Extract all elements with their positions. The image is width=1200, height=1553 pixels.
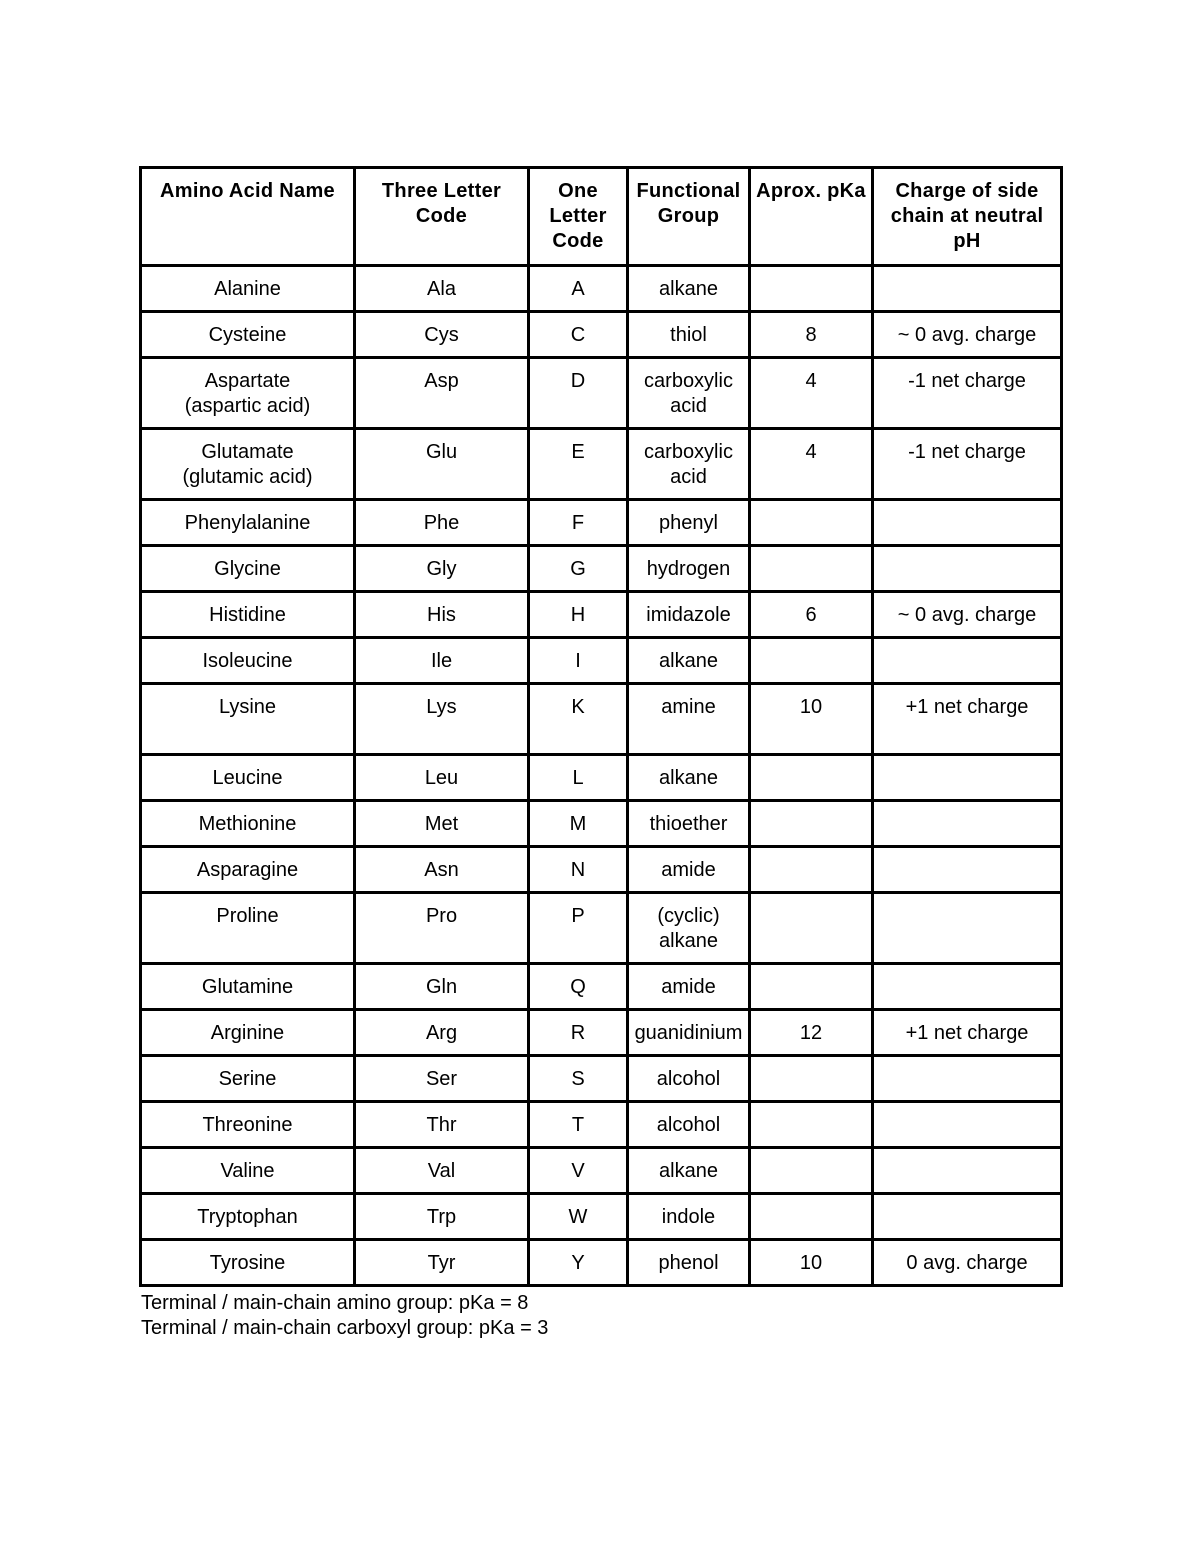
three-letter-code-cell — [355, 893, 529, 964]
functional-group-cell — [628, 312, 750, 358]
pka-cell — [750, 964, 873, 1010]
amino-acid-name-cell — [141, 592, 355, 638]
charge-text: +1 net charge — [905, 1022, 1029, 1044]
one-letter-code-cell — [529, 312, 628, 358]
charge-cell — [873, 312, 1062, 358]
three-letter-code-text: Val — [427, 1160, 456, 1182]
pka-cell — [750, 1010, 873, 1056]
pka-cell — [750, 546, 873, 592]
amino-acid-name-text: Leucine — [212, 767, 283, 789]
pka-cell — [750, 1148, 873, 1194]
one-letter-code-text: C — [570, 324, 586, 346]
charge-cell — [873, 1056, 1062, 1102]
amino-acid-name-cell — [141, 1148, 355, 1194]
charge-text: ~ 0 avg. charge — [897, 324, 1037, 346]
amino-acid-name-cell — [141, 429, 355, 500]
one-letter-code-text: M — [569, 813, 587, 835]
amino-acid-name-cell — [141, 964, 355, 1010]
functional-group-text: carboxylic acid — [644, 441, 733, 488]
charge-cell — [873, 546, 1062, 592]
amino-acid-name-text: Phenylalanine — [184, 512, 311, 534]
one-letter-code-text: G — [570, 558, 586, 580]
table-body — [141, 266, 1062, 1286]
three-letter-code-cell — [355, 1194, 529, 1240]
header-functional-group: Functional Group — [628, 168, 750, 266]
three-letter-code-text: Met — [424, 813, 459, 835]
amino-acid-name-cell — [141, 1010, 355, 1056]
one-letter-code-cell — [529, 429, 628, 500]
pka-cell — [750, 1102, 873, 1148]
table-row — [141, 358, 1062, 429]
three-letter-code-cell — [355, 429, 529, 500]
functional-group-text: alcohol — [656, 1068, 721, 1090]
one-letter-code-text: D — [570, 370, 586, 392]
amino-acid-name-cell — [141, 1240, 355, 1286]
charge-text: -1 net charge — [908, 441, 1026, 463]
charge-cell — [873, 1102, 1062, 1148]
pka-text: 10 — [799, 1252, 823, 1274]
charge-cell — [873, 1010, 1062, 1056]
table-row — [141, 684, 1062, 755]
three-letter-code-cell — [355, 1148, 529, 1194]
three-letter-code-text: Thr — [426, 1114, 457, 1136]
three-letter-code-text: Trp — [426, 1206, 457, 1228]
footnote-carboxyl-group: Terminal / main-chain carboxyl group: pKa = 3 — [141, 1317, 549, 1339]
functional-group-text: alkane — [659, 278, 718, 300]
charge-cell — [873, 847, 1062, 893]
amino-acid-name-text: Valine — [220, 1160, 275, 1182]
three-letter-code-text: Lys — [426, 696, 457, 718]
amino-acid-name-text: Tyrosine — [209, 1252, 286, 1274]
amino-acid-name-text: Cysteine — [208, 324, 287, 346]
functional-group-cell — [628, 964, 750, 1010]
functional-group-text: thioether — [649, 813, 728, 835]
functional-group-text: phenyl — [659, 512, 718, 534]
amino-acid-name-text: Asparagine — [196, 859, 299, 881]
table-row — [141, 1194, 1062, 1240]
one-letter-code-cell — [529, 638, 628, 684]
table-row — [141, 546, 1062, 592]
one-letter-code-cell — [529, 1010, 628, 1056]
functional-group-cell — [628, 755, 750, 801]
one-letter-code-text: K — [571, 696, 585, 718]
one-letter-code-cell — [529, 847, 628, 893]
three-letter-code-text: Tyr — [427, 1252, 456, 1274]
amino-acid-name-cell — [141, 1102, 355, 1148]
table-row — [141, 312, 1062, 358]
amino-acid-name-text: Glycine — [214, 558, 281, 580]
charge-cell — [873, 755, 1062, 801]
pka-cell — [750, 755, 873, 801]
charge-cell — [873, 1148, 1062, 1194]
three-letter-code-cell — [355, 684, 529, 755]
charge-cell — [873, 801, 1062, 847]
pka-cell — [750, 847, 873, 893]
functional-group-cell — [628, 1056, 750, 1102]
one-letter-code-text: E — [571, 441, 585, 463]
functional-group-cell — [628, 592, 750, 638]
amino-acid-name-cell — [141, 1194, 355, 1240]
one-letter-code-text: N — [570, 859, 586, 881]
footnote-amino-group: Terminal / main-chain amino group: pKa = 8 — [141, 1292, 529, 1314]
three-letter-code-cell — [355, 1010, 529, 1056]
functional-group-text: amide — [661, 859, 716, 881]
three-letter-code-cell — [355, 266, 529, 312]
one-letter-code-text: V — [571, 1160, 585, 1182]
amino-acid-name-text: Arginine — [210, 1022, 285, 1044]
amino-acid-name-text: Glutamine — [201, 976, 294, 998]
one-letter-code-text: H — [570, 604, 586, 626]
functional-group-text: alkane — [659, 1160, 718, 1182]
pka-cell — [750, 684, 873, 755]
one-letter-code-cell — [529, 1194, 628, 1240]
pka-cell — [750, 429, 873, 500]
charge-cell — [873, 429, 1062, 500]
table-row — [141, 801, 1062, 847]
functional-group-text: alcohol — [656, 1114, 721, 1136]
three-letter-code-text: Ser — [425, 1068, 458, 1090]
functional-group-cell — [628, 893, 750, 964]
table-row — [141, 592, 1062, 638]
table-row — [141, 847, 1062, 893]
one-letter-code-text: S — [571, 1068, 585, 1090]
pka-cell — [750, 638, 873, 684]
functional-group-cell — [628, 1148, 750, 1194]
pka-text: 12 — [799, 1022, 823, 1044]
pka-cell — [750, 500, 873, 546]
one-letter-code-text: F — [571, 512, 585, 534]
pka-cell — [750, 893, 873, 964]
table-row — [141, 638, 1062, 684]
three-letter-code-cell — [355, 638, 529, 684]
three-letter-code-cell — [355, 312, 529, 358]
three-letter-code-text: Ile — [430, 650, 453, 672]
three-letter-code-text: Leu — [424, 767, 459, 789]
three-letter-code-cell — [355, 1240, 529, 1286]
one-letter-code-cell — [529, 500, 628, 546]
one-letter-code-cell — [529, 1102, 628, 1148]
one-letter-code-cell — [529, 1056, 628, 1102]
three-letter-code-cell — [355, 847, 529, 893]
table-row — [141, 1240, 1062, 1286]
functional-group-cell — [628, 266, 750, 312]
table-row — [141, 1010, 1062, 1056]
table-row — [141, 893, 1062, 964]
amino-acid-name-cell — [141, 755, 355, 801]
one-letter-code-cell — [529, 684, 628, 755]
three-letter-code-text: Gln — [425, 976, 458, 998]
functional-group-text: amide — [661, 976, 716, 998]
functional-group-text: (cyclic) alkane — [657, 905, 720, 952]
amino-acid-name-text: Methionine — [198, 813, 297, 835]
one-letter-code-cell — [529, 266, 628, 312]
functional-group-cell — [628, 1194, 750, 1240]
amino-acid-name-text: Glutamate (glutamic acid) — [182, 441, 313, 488]
amino-acid-name-cell — [141, 546, 355, 592]
pka-cell — [750, 801, 873, 847]
functional-group-cell — [628, 1010, 750, 1056]
header-one-letter-code: One Letter Code — [529, 168, 628, 266]
charge-text: ~ 0 avg. charge — [897, 604, 1037, 626]
charge-cell — [873, 684, 1062, 755]
charge-cell — [873, 638, 1062, 684]
amino-acid-name-text: Proline — [216, 905, 279, 927]
functional-group-cell — [628, 638, 750, 684]
three-letter-code-text: Cys — [424, 324, 459, 346]
three-letter-code-text: Gly — [426, 558, 457, 580]
functional-group-text: hydrogen — [646, 558, 731, 580]
functional-group-cell — [628, 684, 750, 755]
one-letter-code-text: A — [571, 278, 585, 300]
header-pka: Aprox. pKa — [750, 168, 873, 266]
one-letter-code-cell — [529, 592, 628, 638]
amino-acid-name-text: Aspartate (aspartic acid) — [184, 370, 311, 417]
one-letter-code-text: Y — [571, 1252, 585, 1274]
pka-cell — [750, 1240, 873, 1286]
amino-acid-name-text: Histidine — [209, 604, 286, 626]
three-letter-code-cell — [355, 592, 529, 638]
three-letter-code-cell — [355, 1102, 529, 1148]
pka-text: 4 — [805, 370, 817, 392]
three-letter-code-cell — [355, 500, 529, 546]
functional-group-cell — [628, 358, 750, 429]
one-letter-code-cell — [529, 801, 628, 847]
charge-cell — [873, 893, 1062, 964]
three-letter-code-text: Pro — [425, 905, 458, 927]
functional-group-cell — [628, 847, 750, 893]
amino-acid-name-cell — [141, 801, 355, 847]
one-letter-code-cell — [529, 1240, 628, 1286]
one-letter-code-text: I — [575, 650, 581, 672]
amino-acid-name-text: Isoleucine — [202, 650, 293, 672]
one-letter-code-text: L — [572, 767, 584, 789]
amino-acid-name-cell — [141, 893, 355, 964]
table-row — [141, 1102, 1062, 1148]
amino-acid-name-cell — [141, 1056, 355, 1102]
pka-cell — [750, 1194, 873, 1240]
charge-text: -1 net charge — [908, 370, 1026, 392]
pka-text: 10 — [799, 696, 823, 718]
functional-group-text: alkane — [659, 650, 718, 672]
functional-group-text: guanidinium — [634, 1022, 743, 1044]
functional-group-text: carboxylic acid — [644, 370, 733, 417]
pka-cell — [750, 1056, 873, 1102]
table-row — [141, 1056, 1062, 1102]
three-letter-code-cell — [355, 1056, 529, 1102]
charge-text: +1 net charge — [905, 696, 1029, 718]
charge-cell — [873, 358, 1062, 429]
amino-acid-name-text: Serine — [218, 1068, 277, 1090]
functional-group-text: indole — [661, 1206, 716, 1228]
charge-cell — [873, 500, 1062, 546]
header-row — [141, 168, 1062, 266]
three-letter-code-text: Phe — [423, 512, 460, 534]
header-amino-acid-name: Amino Acid Name — [141, 168, 355, 266]
charge-cell — [873, 1194, 1062, 1240]
one-letter-code-cell — [529, 546, 628, 592]
table-row — [141, 1148, 1062, 1194]
three-letter-code-text: His — [427, 604, 456, 626]
one-letter-code-cell — [529, 893, 628, 964]
three-letter-code-cell — [355, 546, 529, 592]
charge-cell — [873, 964, 1062, 1010]
amino-acid-name-cell — [141, 358, 355, 429]
one-letter-code-cell — [529, 1148, 628, 1194]
functional-group-text: alkane — [659, 767, 718, 789]
amino-acid-name-cell — [141, 500, 355, 546]
functional-group-text: imidazole — [646, 604, 731, 626]
one-letter-code-text: Q — [570, 976, 586, 998]
functional-group-cell — [628, 1102, 750, 1148]
one-letter-code-text: W — [568, 1206, 588, 1228]
table-row — [141, 429, 1062, 500]
functional-group-cell — [628, 429, 750, 500]
table-row — [141, 266, 1062, 312]
pka-text: 8 — [805, 324, 817, 346]
functional-group-cell — [628, 500, 750, 546]
amino-acid-name-cell — [141, 638, 355, 684]
amino-acid-name-text: Threonine — [202, 1114, 293, 1136]
header-charge: Charge of side chain at neutral pH — [873, 168, 1062, 266]
one-letter-code-cell — [529, 964, 628, 1010]
three-letter-code-cell — [355, 358, 529, 429]
three-letter-code-text: Glu — [425, 441, 458, 463]
charge-text: 0 avg. charge — [906, 1252, 1028, 1274]
amino-acid-name-cell — [141, 312, 355, 358]
pka-cell — [750, 266, 873, 312]
amino-acid-table — [139, 166, 1063, 1287]
pka-text: 6 — [805, 604, 817, 626]
one-letter-code-cell — [529, 755, 628, 801]
functional-group-cell — [628, 1240, 750, 1286]
charge-cell — [873, 266, 1062, 312]
three-letter-code-cell — [355, 964, 529, 1010]
amino-acid-name-cell — [141, 684, 355, 755]
amino-acid-name-text: Lysine — [218, 696, 277, 718]
pka-text: 4 — [805, 441, 817, 463]
functional-group-text: amine — [661, 696, 716, 718]
one-letter-code-text: T — [571, 1114, 585, 1136]
one-letter-code-text: P — [571, 905, 585, 927]
amino-acid-name-text: Tryptophan — [197, 1206, 298, 1228]
charge-cell — [873, 592, 1062, 638]
table-row — [141, 755, 1062, 801]
three-letter-code-cell — [355, 801, 529, 847]
functional-group-text: thiol — [670, 324, 707, 346]
three-letter-code-text: Arg — [425, 1022, 458, 1044]
three-letter-code-text: Ala — [427, 278, 456, 300]
one-letter-code-cell — [529, 358, 628, 429]
table-row — [141, 500, 1062, 546]
functional-group-cell — [628, 546, 750, 592]
table-row — [141, 964, 1062, 1010]
amino-acid-name-cell — [141, 266, 355, 312]
amino-acid-name-text: Alanine — [214, 278, 281, 300]
three-letter-code-text: Asn — [424, 859, 459, 881]
functional-group-cell — [628, 801, 750, 847]
functional-group-text: phenol — [658, 1252, 719, 1274]
one-letter-code-text: R — [570, 1022, 586, 1044]
amino-acid-name-cell — [141, 847, 355, 893]
three-letter-code-text: Asp — [424, 370, 459, 392]
pka-cell — [750, 358, 873, 429]
pka-cell — [750, 312, 873, 358]
charge-cell — [873, 1240, 1062, 1286]
three-letter-code-cell — [355, 755, 529, 801]
header-three-letter-code: Three Letter Code — [355, 168, 529, 266]
pka-cell — [750, 592, 873, 638]
